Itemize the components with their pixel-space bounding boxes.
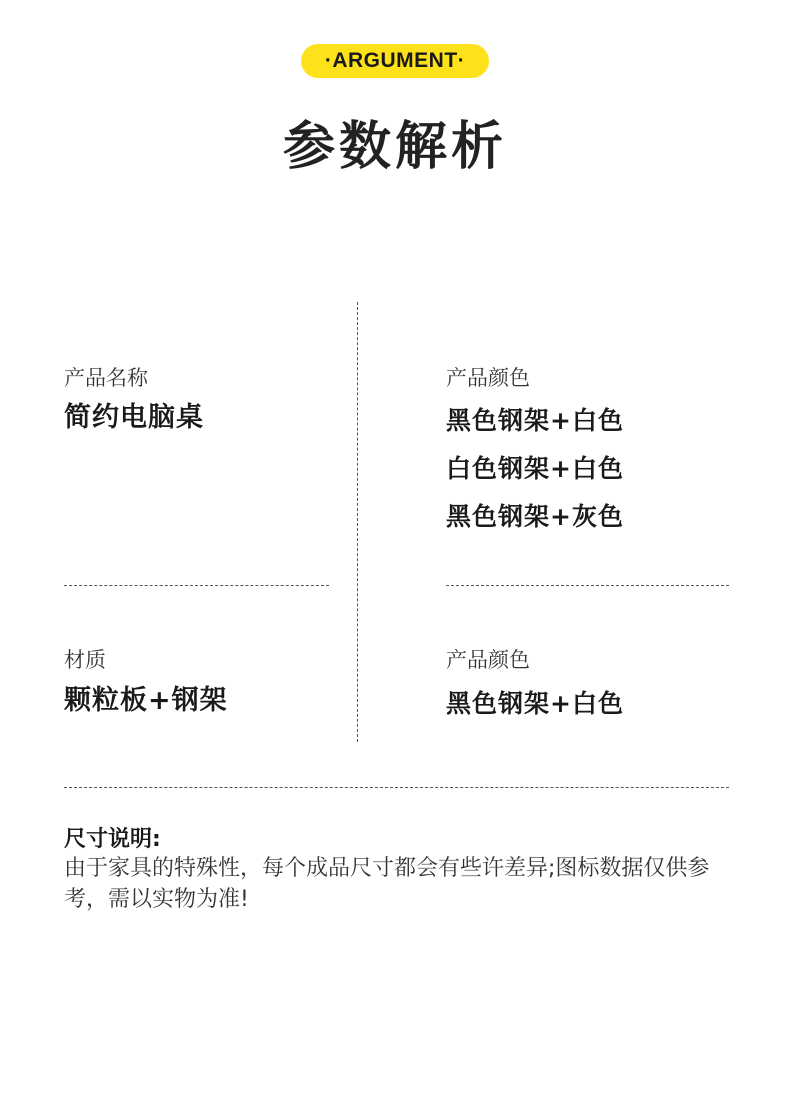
badge-text: ·ARGUMENT·	[324, 49, 466, 72]
material-value: 颗粒板+钢架	[64, 685, 228, 716]
product-color-item: 白色钢架+白色	[446, 454, 624, 483]
product-name-value: 简约电脑桌	[64, 402, 204, 433]
divider-right	[446, 585, 729, 586]
material-label: 材质	[64, 648, 106, 672]
argument-badge	[301, 44, 489, 78]
divider-bottom	[64, 787, 729, 788]
page-title: 参数解析	[282, 117, 507, 177]
product-color-label-2: 产品颜色	[446, 648, 530, 672]
product-color-list	[446, 397, 624, 541]
vertical-divider	[357, 302, 358, 742]
size-note-text: 由于家具的特殊性，每个成品尺寸都会有些许差异;图标数据仅供参考，需以实物为准!	[64, 856, 710, 912]
product-color-item: 黑色钢架+白色	[446, 689, 624, 718]
product-color-list-2	[446, 680, 624, 728]
size-note-title: 尺寸说明:	[64, 827, 161, 852]
product-color-item: 黑色钢架+白色	[446, 406, 624, 435]
product-name-label: 产品名称	[64, 366, 148, 390]
product-color-item: 黑色钢架+灰色	[446, 502, 624, 531]
product-color-label: 产品颜色	[446, 366, 530, 390]
divider-left	[64, 585, 329, 586]
